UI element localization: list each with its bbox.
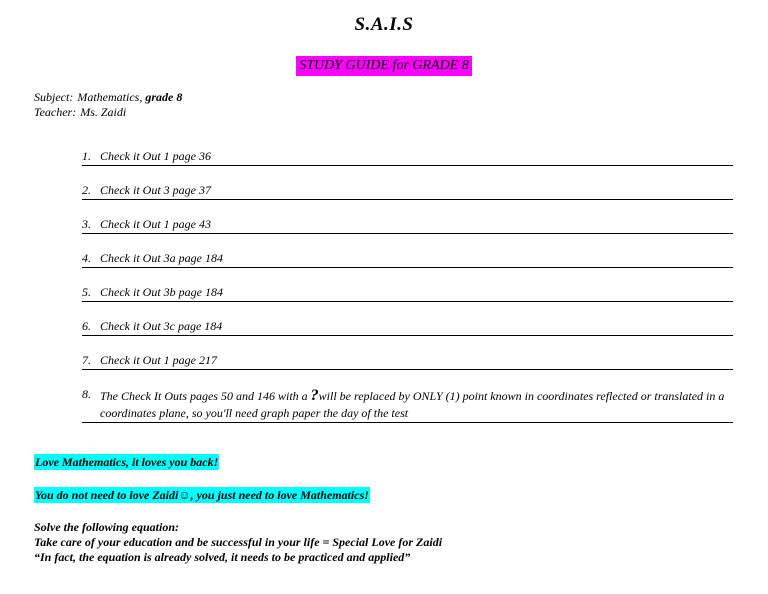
list-item-text: Check it Out 3a page 184 — [100, 251, 223, 265]
list-item-text: Check it Out 1 page 217 — [100, 353, 217, 367]
list-item-number: 6. — [82, 319, 91, 333]
subject-label: Subject: — [34, 90, 74, 104]
list-item-text: Check it Out 3 page 37 — [100, 183, 211, 197]
closing-block — [34, 520, 442, 565]
document-title: S.A.I.S — [354, 14, 414, 35]
subtitle-container — [0, 56, 768, 76]
subject-value: Mathematics, — [77, 90, 143, 104]
list-item-text — [100, 387, 733, 422]
list-item — [82, 318, 733, 336]
list-item-number: 1. — [82, 149, 91, 163]
study-items-list — [82, 148, 733, 439]
study-guide-heading: STUDY GUIDE for GRADE 8 — [296, 56, 472, 76]
teacher-line — [34, 105, 126, 120]
closing-line-1: Solve the following equation: — [34, 520, 180, 534]
list-item-text: Check it Out 1 page 36 — [100, 149, 211, 163]
list-item-text: Check it Out 3b page 184 — [100, 285, 223, 299]
highlight-love-zaidi: You do not need to love Zaidi☺, you just need to love Mathematics! — [35, 488, 369, 502]
teacher-label: Teacher: — [34, 105, 77, 119]
list-item-number: 4. — [82, 251, 91, 265]
list-item-text: Check it Out 3c page 184 — [100, 319, 223, 333]
closing-line-2: Take care of your education and be successful in your life = Special Love for Zaidi — [34, 535, 443, 549]
item-text-after: will be replaced by ONLY (1) point known in coordinates reflected or translated in a coordinates plane, so you'll need graph paper the day of the test — [100, 389, 725, 420]
subject-line — [34, 90, 182, 105]
list-item-text: Check it Out 1 page 43 — [100, 217, 211, 231]
question-mark-symbol: ? — [310, 387, 319, 404]
item-text-before: The Check It Outs pages 50 and 146 with a — [100, 389, 308, 403]
list-item — [82, 284, 733, 302]
list-item — [82, 216, 733, 234]
closing-quote: “In fact, the equation is already solved, it needs to be practiced and applied” — [34, 550, 411, 564]
list-item-number: 3. — [82, 217, 91, 231]
teacher-value: Ms. Zaidi — [80, 105, 127, 119]
list-item-number: 8. — [82, 387, 91, 401]
list-item — [82, 182, 733, 200]
list-item-number: 7. — [82, 353, 91, 367]
list-item — [82, 386, 733, 423]
highlight-love-math: Love Mathematics, it loves you back! — [35, 455, 219, 469]
list-item — [82, 250, 733, 268]
list-item-number: 5. — [82, 285, 91, 299]
list-item — [82, 148, 733, 166]
list-item — [82, 352, 733, 370]
list-item-number: 2. — [82, 183, 91, 197]
subject-grade: grade 8 — [145, 90, 183, 104]
